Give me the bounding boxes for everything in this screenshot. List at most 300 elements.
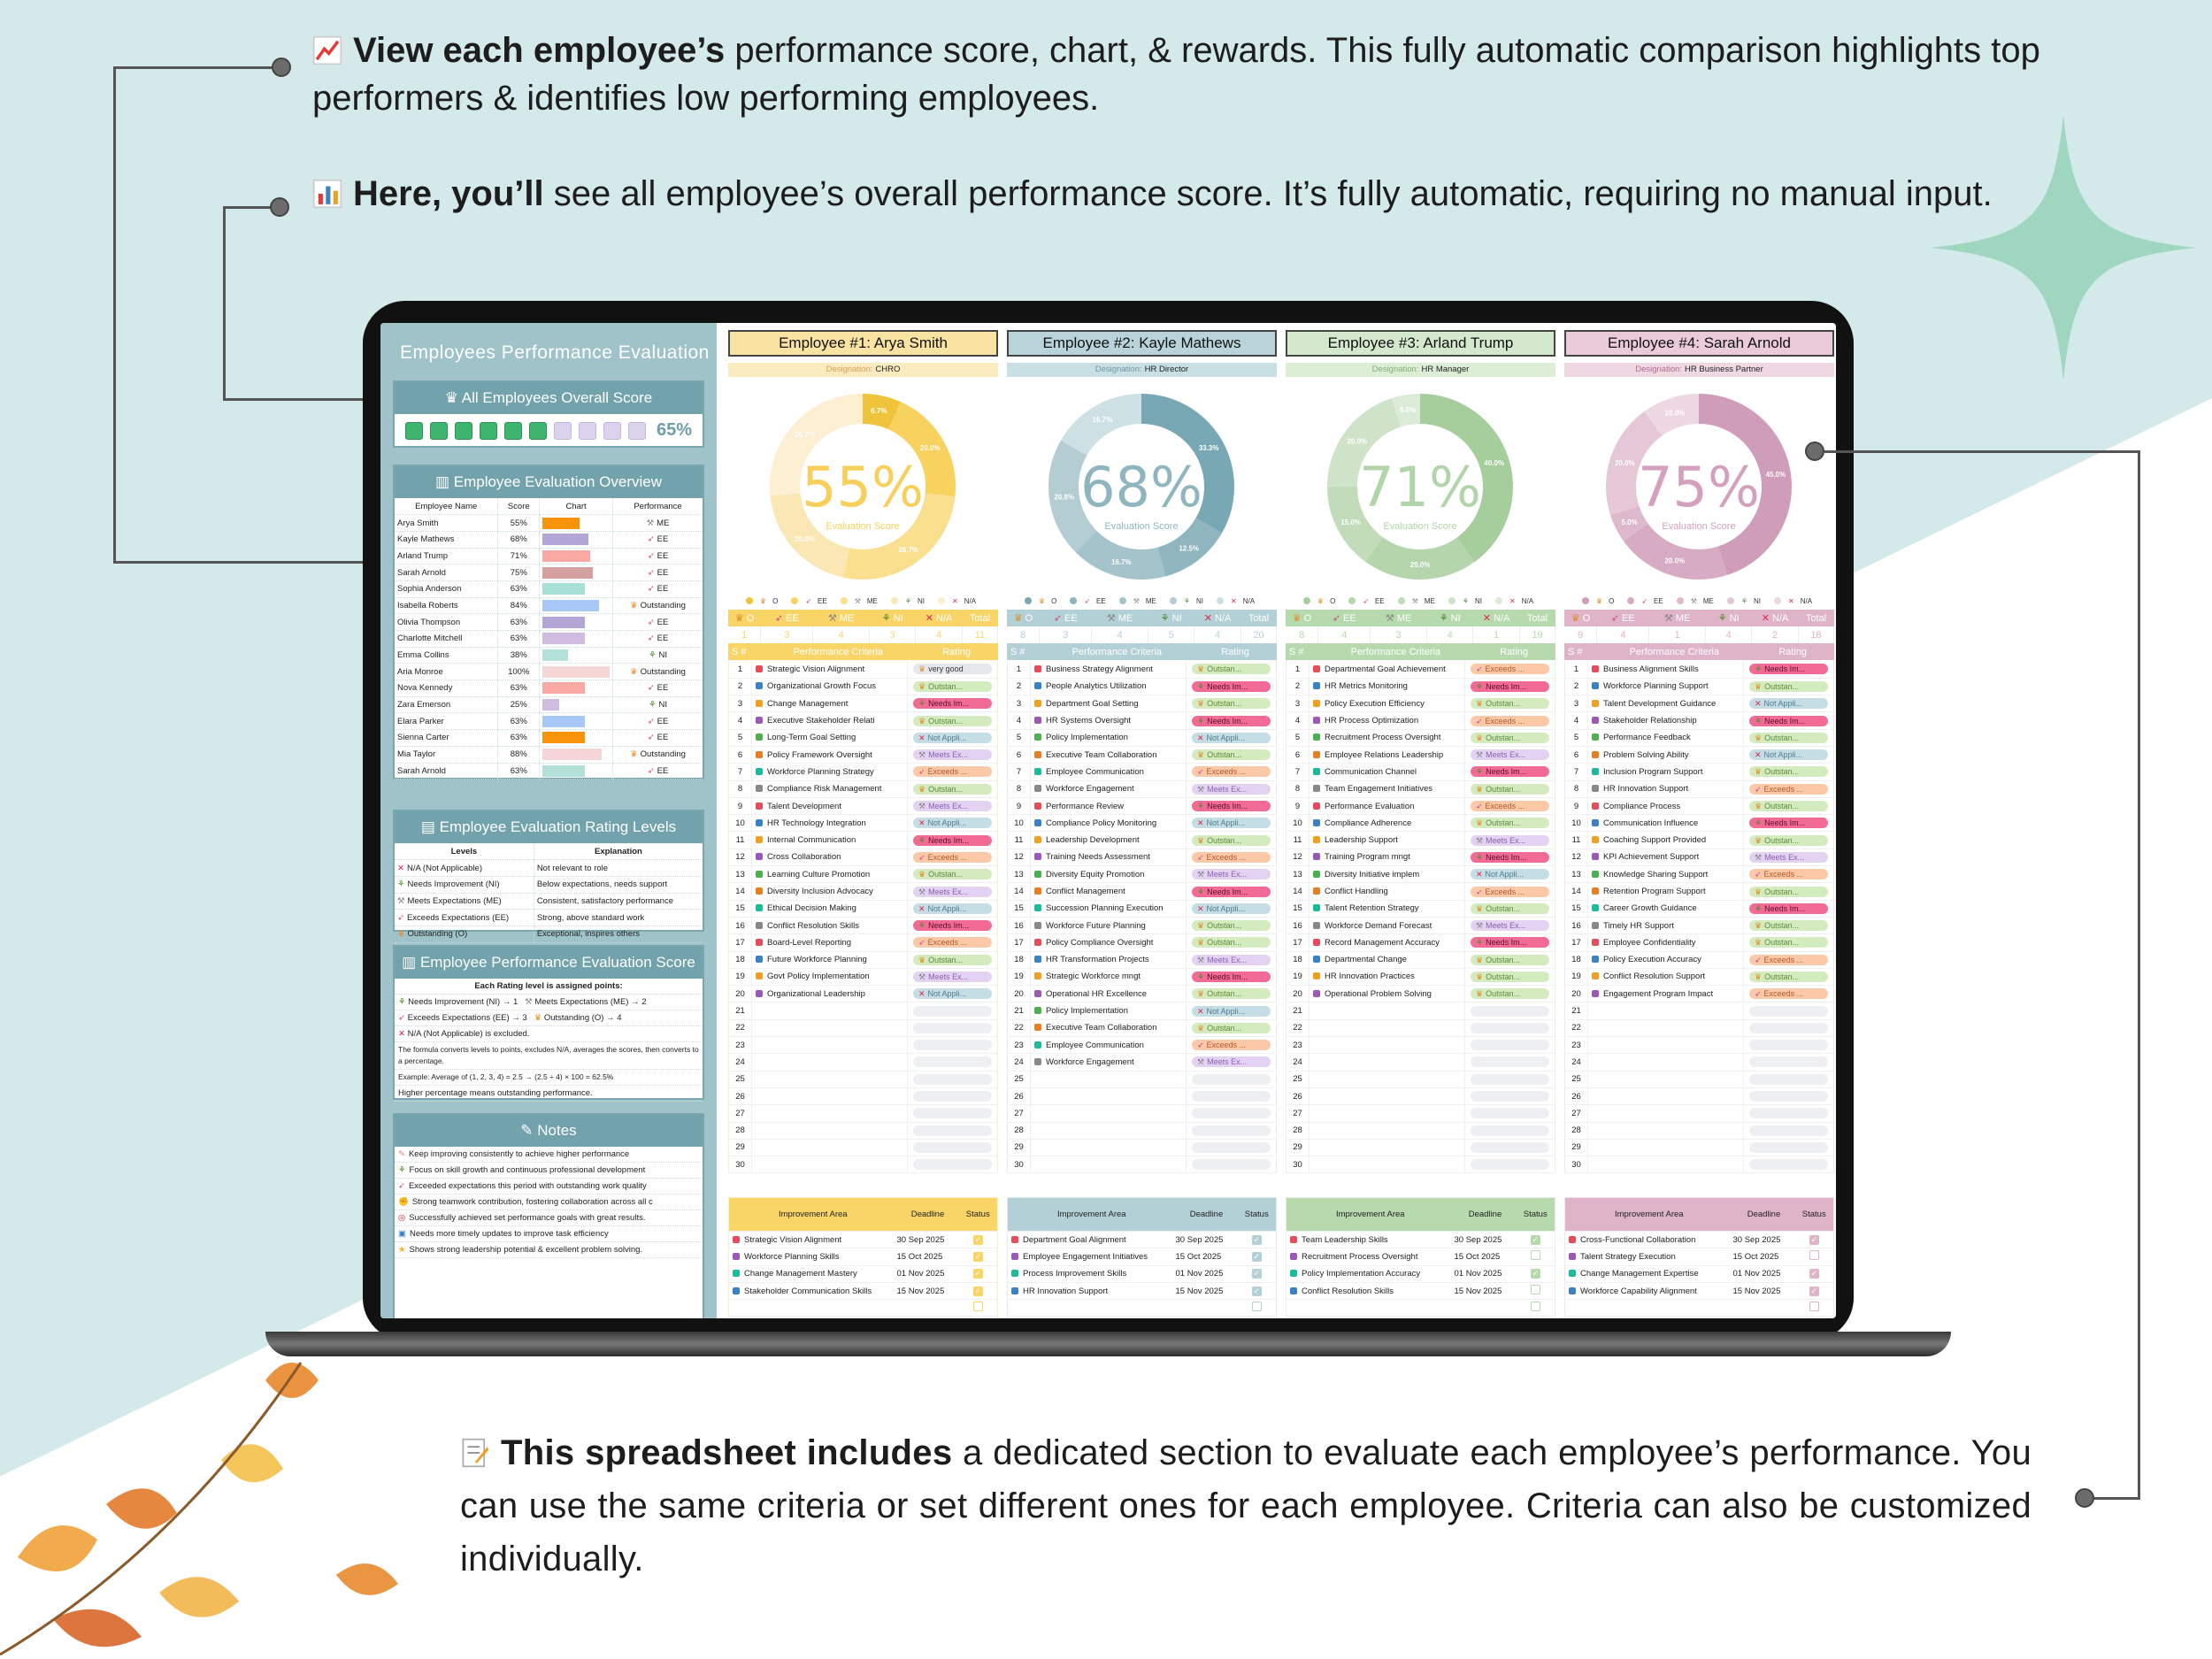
rating-cell[interactable] bbox=[908, 1002, 998, 1019]
rating-dropdown-empty[interactable] bbox=[1749, 1074, 1828, 1085]
criteria-cell[interactable] bbox=[752, 900, 908, 917]
criteria-cell[interactable] bbox=[1310, 951, 1465, 968]
criteria-cell[interactable] bbox=[752, 917, 908, 933]
rating-cell[interactable] bbox=[908, 832, 998, 849]
rating-dropdown[interactable] bbox=[1471, 749, 1549, 760]
rating-dropdown[interactable] bbox=[1471, 852, 1549, 863]
rating-dropdown[interactable] bbox=[1471, 766, 1549, 777]
rating-dropdown[interactable] bbox=[1192, 1056, 1271, 1067]
rating-dropdown[interactable] bbox=[1471, 869, 1549, 879]
rating-dropdown-empty[interactable] bbox=[1471, 1091, 1549, 1102]
status-checkbox-checked[interactable]: ✓ bbox=[974, 1286, 982, 1295]
rating-dropdown-empty[interactable] bbox=[1192, 1159, 1271, 1170]
rating-cell[interactable] bbox=[1187, 1122, 1277, 1139]
rating-cell[interactable] bbox=[1187, 1139, 1277, 1156]
status-checkbox-checked[interactable]: ✓ bbox=[1810, 1286, 1818, 1295]
criteria-cell[interactable] bbox=[1588, 780, 1744, 797]
criteria-cell[interactable] bbox=[752, 1122, 908, 1139]
status-checkbox-checked[interactable]: ✓ bbox=[1253, 1234, 1261, 1244]
rating-cell[interactable] bbox=[908, 1087, 998, 1104]
criteria-cell[interactable] bbox=[1588, 1054, 1744, 1071]
rating-cell[interactable] bbox=[1744, 986, 1834, 1002]
rating-dropdown[interactable] bbox=[913, 749, 992, 760]
rating-cell[interactable] bbox=[1744, 729, 1834, 746]
rating-dropdown[interactable] bbox=[1749, 801, 1828, 811]
criteria-cell[interactable] bbox=[752, 866, 908, 883]
criteria-cell[interactable] bbox=[1310, 1037, 1465, 1054]
rating-dropdown[interactable] bbox=[913, 698, 992, 709]
criteria-cell[interactable] bbox=[1031, 1071, 1187, 1087]
rating-dropdown[interactable] bbox=[1471, 698, 1549, 709]
status-checkbox-checked[interactable]: ✓ bbox=[1253, 1251, 1261, 1261]
status-checkbox[interactable] bbox=[1252, 1302, 1262, 1311]
rating-cell[interactable] bbox=[1744, 1071, 1834, 1087]
rating-cell[interactable] bbox=[1744, 1002, 1834, 1019]
rating-dropdown[interactable] bbox=[1192, 937, 1271, 948]
criteria-cell[interactable] bbox=[1310, 661, 1465, 678]
status-checkbox-checked[interactable]: ✓ bbox=[974, 1234, 982, 1244]
rating-dropdown-empty[interactable] bbox=[913, 1056, 992, 1067]
criteria-cell[interactable] bbox=[1588, 764, 1744, 780]
rating-dropdown[interactable] bbox=[1749, 835, 1828, 846]
rating-cell[interactable] bbox=[1187, 968, 1277, 985]
rating-cell[interactable] bbox=[1744, 780, 1834, 797]
rating-cell[interactable] bbox=[1187, 900, 1277, 917]
rating-dropdown[interactable] bbox=[1471, 887, 1549, 897]
rating-cell[interactable] bbox=[1465, 729, 1555, 746]
status-checkbox-checked[interactable]: ✓ bbox=[1253, 1269, 1261, 1279]
criteria-cell[interactable] bbox=[1310, 866, 1465, 883]
rating-cell[interactable] bbox=[908, 951, 998, 968]
rating-dropdown[interactable] bbox=[1192, 955, 1271, 965]
rating-dropdown[interactable] bbox=[913, 955, 992, 965]
criteria-cell[interactable] bbox=[1310, 678, 1465, 695]
rating-dropdown[interactable] bbox=[1192, 1040, 1271, 1050]
rating-dropdown[interactable] bbox=[913, 818, 992, 828]
rating-cell[interactable] bbox=[1744, 1037, 1834, 1054]
rating-dropdown-empty[interactable] bbox=[913, 1159, 992, 1170]
rating-dropdown[interactable] bbox=[1471, 733, 1549, 743]
criteria-cell[interactable] bbox=[1588, 661, 1744, 678]
criteria-cell[interactable] bbox=[1031, 968, 1187, 985]
rating-cell[interactable] bbox=[1465, 1002, 1555, 1019]
rating-dropdown-empty[interactable] bbox=[913, 1023, 992, 1033]
rating-dropdown-empty[interactable] bbox=[913, 1091, 992, 1102]
rating-cell[interactable] bbox=[1744, 1139, 1834, 1156]
rating-dropdown[interactable] bbox=[1749, 766, 1828, 777]
rating-cell[interactable] bbox=[1187, 951, 1277, 968]
rating-cell[interactable] bbox=[1744, 883, 1834, 900]
rating-cell[interactable] bbox=[1187, 883, 1277, 900]
rating-cell[interactable] bbox=[1744, 764, 1834, 780]
rating-cell[interactable] bbox=[1187, 1156, 1277, 1173]
rating-cell[interactable] bbox=[1465, 1071, 1555, 1087]
rating-cell[interactable] bbox=[1187, 764, 1277, 780]
criteria-cell[interactable] bbox=[1588, 797, 1744, 814]
criteria-cell[interactable] bbox=[752, 934, 908, 951]
rating-dropdown[interactable] bbox=[913, 801, 992, 811]
criteria-cell[interactable] bbox=[1588, 849, 1744, 865]
rating-dropdown-empty[interactable] bbox=[1471, 1040, 1549, 1050]
rating-cell[interactable] bbox=[1744, 832, 1834, 849]
criteria-cell[interactable] bbox=[1310, 1087, 1465, 1104]
rating-cell[interactable] bbox=[1465, 1019, 1555, 1036]
rating-dropdown[interactable] bbox=[1192, 972, 1271, 982]
rating-cell[interactable] bbox=[908, 900, 998, 917]
rating-cell[interactable] bbox=[1465, 934, 1555, 951]
rating-dropdown[interactable] bbox=[1749, 716, 1828, 726]
criteria-cell[interactable] bbox=[1588, 1087, 1744, 1104]
rating-cell[interactable] bbox=[1465, 1156, 1555, 1173]
criteria-cell[interactable] bbox=[1310, 729, 1465, 746]
rating-cell[interactable] bbox=[908, 1037, 998, 1054]
rating-dropdown[interactable] bbox=[1749, 903, 1828, 914]
criteria-cell[interactable] bbox=[1031, 934, 1187, 951]
criteria-cell[interactable] bbox=[752, 712, 908, 729]
criteria-cell[interactable] bbox=[1588, 968, 1744, 985]
rating-dropdown[interactable] bbox=[913, 835, 992, 846]
rating-dropdown-empty[interactable] bbox=[1471, 1074, 1549, 1085]
rating-cell[interactable] bbox=[1187, 695, 1277, 712]
criteria-cell[interactable] bbox=[1588, 883, 1744, 900]
rating-cell[interactable] bbox=[1465, 1139, 1555, 1156]
rating-dropdown[interactable] bbox=[1471, 835, 1549, 846]
rating-cell[interactable] bbox=[1187, 746, 1277, 763]
rating-dropdown[interactable] bbox=[1192, 698, 1271, 709]
rating-dropdown[interactable] bbox=[1749, 988, 1828, 999]
rating-cell[interactable] bbox=[908, 1156, 998, 1173]
rating-dropdown-empty[interactable] bbox=[1749, 1142, 1828, 1153]
criteria-cell[interactable] bbox=[752, 1037, 908, 1054]
rating-dropdown[interactable] bbox=[913, 887, 992, 897]
rating-cell[interactable] bbox=[1744, 712, 1834, 729]
rating-dropdown[interactable] bbox=[1471, 818, 1549, 828]
criteria-cell[interactable] bbox=[1310, 1139, 1465, 1156]
rating-cell[interactable] bbox=[908, 1122, 998, 1139]
criteria-cell[interactable] bbox=[752, 746, 908, 763]
criteria-cell[interactable] bbox=[752, 1105, 908, 1122]
rating-dropdown-empty[interactable] bbox=[1749, 1125, 1828, 1136]
rating-cell[interactable] bbox=[1187, 1037, 1277, 1054]
rating-dropdown[interactable] bbox=[913, 972, 992, 982]
rating-cell[interactable] bbox=[1465, 815, 1555, 832]
rating-cell[interactable] bbox=[1744, 849, 1834, 865]
rating-cell[interactable] bbox=[1744, 1087, 1834, 1104]
criteria-cell[interactable] bbox=[1031, 746, 1187, 763]
rating-cell[interactable] bbox=[1465, 780, 1555, 797]
rating-cell[interactable] bbox=[1187, 797, 1277, 814]
rating-dropdown-empty[interactable] bbox=[1749, 1091, 1828, 1102]
rating-dropdown[interactable] bbox=[1192, 903, 1271, 914]
rating-cell[interactable] bbox=[908, 695, 998, 712]
rating-dropdown[interactable] bbox=[1192, 988, 1271, 999]
criteria-cell[interactable] bbox=[1031, 1156, 1187, 1173]
rating-cell[interactable] bbox=[1744, 1156, 1834, 1173]
rating-dropdown[interactable] bbox=[913, 784, 992, 795]
criteria-cell[interactable] bbox=[752, 764, 908, 780]
rating-dropdown[interactable] bbox=[1471, 955, 1549, 965]
rating-cell[interactable] bbox=[1465, 1105, 1555, 1122]
rating-cell[interactable] bbox=[1465, 1087, 1555, 1104]
criteria-cell[interactable] bbox=[1310, 883, 1465, 900]
criteria-cell[interactable] bbox=[1588, 1071, 1744, 1087]
rating-cell[interactable] bbox=[1465, 712, 1555, 729]
criteria-cell[interactable] bbox=[1588, 832, 1744, 849]
rating-cell[interactable] bbox=[1187, 1087, 1277, 1104]
rating-dropdown[interactable] bbox=[1749, 664, 1828, 674]
rating-cell[interactable] bbox=[908, 1139, 998, 1156]
rating-dropdown[interactable] bbox=[1192, 852, 1271, 863]
criteria-cell[interactable] bbox=[752, 832, 908, 849]
rating-dropdown[interactable] bbox=[913, 681, 992, 692]
criteria-cell[interactable] bbox=[752, 729, 908, 746]
rating-dropdown[interactable] bbox=[1192, 1006, 1271, 1017]
criteria-cell[interactable] bbox=[1031, 1122, 1187, 1139]
rating-cell[interactable] bbox=[1187, 780, 1277, 797]
rating-dropdown-empty[interactable] bbox=[1749, 1108, 1828, 1118]
rating-cell[interactable] bbox=[1187, 917, 1277, 933]
criteria-cell[interactable] bbox=[1031, 1019, 1187, 1036]
criteria-cell[interactable] bbox=[752, 797, 908, 814]
rating-cell[interactable] bbox=[1187, 832, 1277, 849]
criteria-cell[interactable] bbox=[752, 1019, 908, 1036]
rating-dropdown[interactable] bbox=[1471, 801, 1549, 811]
rating-dropdown[interactable] bbox=[913, 869, 992, 879]
rating-dropdown-empty[interactable] bbox=[1749, 1159, 1828, 1170]
rating-dropdown[interactable] bbox=[1192, 784, 1271, 795]
criteria-cell[interactable] bbox=[1310, 900, 1465, 917]
criteria-cell[interactable] bbox=[752, 1156, 908, 1173]
rating-cell[interactable] bbox=[1465, 1037, 1555, 1054]
rating-dropdown[interactable] bbox=[1749, 852, 1828, 863]
rating-dropdown[interactable] bbox=[913, 716, 992, 726]
criteria-cell[interactable] bbox=[752, 1002, 908, 1019]
criteria-cell[interactable] bbox=[1588, 815, 1744, 832]
rating-dropdown-empty[interactable] bbox=[1749, 1040, 1828, 1050]
rating-cell[interactable] bbox=[908, 866, 998, 883]
rating-dropdown-empty[interactable] bbox=[913, 1006, 992, 1017]
rating-cell[interactable] bbox=[908, 986, 998, 1002]
rating-dropdown[interactable] bbox=[1471, 903, 1549, 914]
criteria-cell[interactable] bbox=[1310, 746, 1465, 763]
criteria-cell[interactable] bbox=[1031, 1054, 1187, 1071]
criteria-cell[interactable] bbox=[1588, 866, 1744, 883]
rating-cell[interactable] bbox=[908, 764, 998, 780]
rating-dropdown[interactable] bbox=[1192, 733, 1271, 743]
rating-dropdown-empty[interactable] bbox=[1471, 1023, 1549, 1033]
status-checkbox-checked[interactable]: ✓ bbox=[974, 1251, 982, 1261]
criteria-cell[interactable] bbox=[1588, 1019, 1744, 1036]
status-checkbox-checked[interactable]: ✓ bbox=[1253, 1286, 1261, 1295]
criteria-cell[interactable] bbox=[1031, 729, 1187, 746]
rating-dropdown-empty[interactable] bbox=[1192, 1091, 1271, 1102]
criteria-cell[interactable] bbox=[1310, 968, 1465, 985]
criteria-cell[interactable] bbox=[1310, 764, 1465, 780]
rating-cell[interactable] bbox=[1465, 695, 1555, 712]
criteria-cell[interactable] bbox=[1588, 729, 1744, 746]
criteria-cell[interactable] bbox=[1310, 712, 1465, 729]
rating-cell[interactable] bbox=[1744, 951, 1834, 968]
criteria-cell[interactable] bbox=[1031, 1037, 1187, 1054]
criteria-cell[interactable] bbox=[1031, 1105, 1187, 1122]
criteria-cell[interactable] bbox=[1031, 1139, 1187, 1156]
criteria-cell[interactable] bbox=[1310, 695, 1465, 712]
rating-dropdown-empty[interactable] bbox=[1192, 1142, 1271, 1153]
status-checkbox[interactable] bbox=[1531, 1285, 1540, 1294]
rating-dropdown-empty[interactable] bbox=[913, 1125, 992, 1136]
rating-cell[interactable] bbox=[1465, 1122, 1555, 1139]
criteria-cell[interactable] bbox=[1031, 951, 1187, 968]
criteria-cell[interactable] bbox=[1031, 832, 1187, 849]
criteria-cell[interactable] bbox=[1310, 1019, 1465, 1036]
criteria-cell[interactable] bbox=[1588, 678, 1744, 695]
rating-cell[interactable] bbox=[1744, 934, 1834, 951]
rating-cell[interactable] bbox=[1187, 849, 1277, 865]
rating-dropdown-empty[interactable] bbox=[1471, 1006, 1549, 1017]
rating-cell[interactable] bbox=[1465, 951, 1555, 968]
criteria-cell[interactable] bbox=[1588, 1105, 1744, 1122]
criteria-cell[interactable] bbox=[1310, 1071, 1465, 1087]
criteria-cell[interactable] bbox=[1310, 797, 1465, 814]
criteria-cell[interactable] bbox=[752, 695, 908, 712]
rating-cell[interactable] bbox=[908, 883, 998, 900]
rating-dropdown[interactable] bbox=[913, 852, 992, 863]
rating-cell[interactable] bbox=[1744, 1105, 1834, 1122]
rating-cell[interactable] bbox=[908, 678, 998, 695]
rating-dropdown[interactable] bbox=[1471, 972, 1549, 982]
status-checkbox-checked[interactable]: ✓ bbox=[1532, 1269, 1540, 1279]
criteria-cell[interactable] bbox=[1310, 815, 1465, 832]
rating-dropdown[interactable] bbox=[1471, 920, 1549, 931]
rating-dropdown-empty[interactable] bbox=[913, 1108, 992, 1118]
rating-cell[interactable] bbox=[1187, 729, 1277, 746]
rating-cell[interactable] bbox=[1187, 1054, 1277, 1071]
criteria-cell[interactable] bbox=[1588, 1156, 1744, 1173]
rating-dropdown-empty[interactable] bbox=[1471, 1159, 1549, 1170]
rating-cell[interactable] bbox=[1465, 764, 1555, 780]
criteria-cell[interactable] bbox=[752, 968, 908, 985]
rating-dropdown[interactable] bbox=[913, 664, 992, 674]
status-checkbox-checked[interactable]: ✓ bbox=[1532, 1234, 1540, 1244]
rating-cell[interactable] bbox=[1744, 917, 1834, 933]
rating-dropdown[interactable] bbox=[913, 766, 992, 777]
criteria-cell[interactable] bbox=[1588, 1139, 1744, 1156]
criteria-cell[interactable] bbox=[1031, 883, 1187, 900]
rating-cell[interactable] bbox=[908, 661, 998, 678]
rating-dropdown[interactable] bbox=[1749, 869, 1828, 879]
rating-cell[interactable] bbox=[1744, 866, 1834, 883]
rating-cell[interactable] bbox=[1465, 1054, 1555, 1071]
rating-cell[interactable] bbox=[908, 917, 998, 933]
rating-cell[interactable] bbox=[908, 746, 998, 763]
rating-dropdown[interactable] bbox=[1192, 835, 1271, 846]
rating-cell[interactable] bbox=[908, 1071, 998, 1087]
rating-dropdown[interactable] bbox=[1471, 784, 1549, 795]
criteria-cell[interactable] bbox=[1031, 1002, 1187, 1019]
rating-cell[interactable] bbox=[1744, 797, 1834, 814]
rating-dropdown-empty[interactable] bbox=[1749, 1056, 1828, 1067]
rating-dropdown[interactable] bbox=[913, 903, 992, 914]
criteria-cell[interactable] bbox=[1031, 986, 1187, 1002]
rating-cell[interactable] bbox=[908, 797, 998, 814]
criteria-cell[interactable] bbox=[1310, 832, 1465, 849]
rating-cell[interactable] bbox=[908, 1019, 998, 1036]
criteria-cell[interactable] bbox=[752, 1071, 908, 1087]
rating-dropdown-empty[interactable] bbox=[1471, 1056, 1549, 1067]
rating-cell[interactable] bbox=[1187, 661, 1277, 678]
rating-cell[interactable] bbox=[908, 712, 998, 729]
criteria-cell[interactable] bbox=[1588, 1037, 1744, 1054]
status-checkbox-checked[interactable]: ✓ bbox=[974, 1269, 982, 1279]
rating-cell[interactable] bbox=[1465, 917, 1555, 933]
criteria-cell[interactable] bbox=[1310, 849, 1465, 865]
criteria-cell[interactable] bbox=[752, 661, 908, 678]
criteria-cell[interactable] bbox=[1031, 900, 1187, 917]
criteria-cell[interactable] bbox=[1031, 917, 1187, 933]
rating-dropdown[interactable] bbox=[1192, 681, 1271, 692]
rating-cell[interactable] bbox=[1187, 986, 1277, 1002]
rating-dropdown[interactable] bbox=[913, 988, 992, 999]
criteria-cell[interactable] bbox=[752, 849, 908, 865]
criteria-cell[interactable] bbox=[752, 951, 908, 968]
rating-dropdown[interactable] bbox=[1749, 955, 1828, 965]
rating-dropdown[interactable] bbox=[1749, 887, 1828, 897]
status-checkbox[interactable] bbox=[973, 1302, 983, 1311]
rating-cell[interactable] bbox=[1187, 866, 1277, 883]
rating-dropdown-empty[interactable] bbox=[1749, 1006, 1828, 1017]
status-checkbox[interactable] bbox=[1809, 1302, 1819, 1311]
rating-dropdown[interactable] bbox=[913, 920, 992, 931]
rating-cell[interactable] bbox=[1465, 661, 1555, 678]
rating-cell[interactable] bbox=[908, 780, 998, 797]
rating-cell[interactable] bbox=[1465, 968, 1555, 985]
rating-dropdown[interactable] bbox=[1471, 988, 1549, 999]
criteria-cell[interactable] bbox=[1310, 1105, 1465, 1122]
rating-cell[interactable] bbox=[1465, 986, 1555, 1002]
rating-cell[interactable] bbox=[1744, 695, 1834, 712]
criteria-cell[interactable] bbox=[1031, 866, 1187, 883]
rating-cell[interactable] bbox=[1744, 678, 1834, 695]
criteria-cell[interactable] bbox=[1031, 661, 1187, 678]
rating-cell[interactable] bbox=[1744, 815, 1834, 832]
rating-dropdown[interactable] bbox=[1749, 818, 1828, 828]
criteria-cell[interactable] bbox=[1031, 780, 1187, 797]
rating-dropdown[interactable] bbox=[1749, 972, 1828, 982]
criteria-cell[interactable] bbox=[752, 986, 908, 1002]
rating-dropdown-empty[interactable] bbox=[1192, 1125, 1271, 1136]
rating-cell[interactable] bbox=[1744, 1122, 1834, 1139]
rating-dropdown[interactable] bbox=[1192, 664, 1271, 674]
criteria-cell[interactable] bbox=[1588, 917, 1744, 933]
rating-dropdown[interactable] bbox=[1192, 887, 1271, 897]
criteria-cell[interactable] bbox=[1031, 849, 1187, 865]
rating-cell[interactable] bbox=[908, 934, 998, 951]
rating-dropdown[interactable] bbox=[1749, 698, 1828, 709]
rating-cell[interactable] bbox=[908, 1105, 998, 1122]
status-checkbox-checked[interactable]: ✓ bbox=[1810, 1269, 1818, 1279]
rating-cell[interactable] bbox=[1187, 712, 1277, 729]
rating-dropdown[interactable] bbox=[1749, 937, 1828, 948]
rating-dropdown[interactable] bbox=[1749, 920, 1828, 931]
rating-cell[interactable] bbox=[1744, 661, 1834, 678]
rating-cell[interactable] bbox=[1744, 900, 1834, 917]
rating-cell[interactable] bbox=[1465, 832, 1555, 849]
rating-dropdown[interactable] bbox=[1471, 664, 1549, 674]
rating-dropdown[interactable] bbox=[1192, 920, 1271, 931]
criteria-cell[interactable] bbox=[752, 780, 908, 797]
criteria-cell[interactable] bbox=[752, 1054, 908, 1071]
rating-dropdown[interactable] bbox=[913, 733, 992, 743]
